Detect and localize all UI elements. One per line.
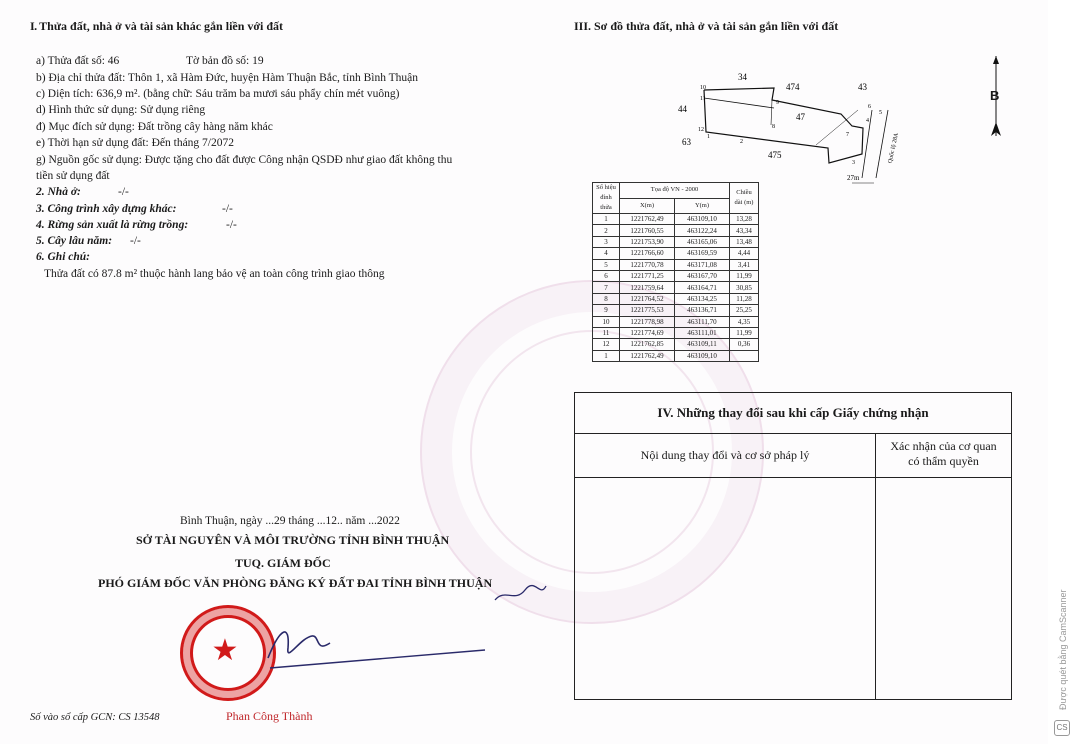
- col-header: Số hiệu đỉnh thửa: [593, 183, 620, 214]
- changes-col-authority: [876, 433, 1011, 478]
- length-cell: 25,25: [730, 305, 759, 316]
- perennial-label: 5. Cây lâu năm:: [36, 235, 113, 247]
- neighbor-label: 43: [858, 82, 867, 92]
- diagram-title: III. Sơ đồ thửa đất, nhà ở và tài sản gắn liền với đất: [574, 19, 839, 33]
- coord-row: [593, 259, 759, 270]
- point-label: 9: [776, 100, 779, 106]
- sign-date: Bình Thuận, ngày ...29 tháng ...12.. năm ...2022: [180, 515, 400, 527]
- x-cell: 1221762,49: [620, 214, 675, 225]
- point-label: 3: [852, 160, 855, 166]
- point-id-cell: 10: [593, 316, 620, 327]
- x-cell: 1221762,85: [620, 339, 675, 350]
- length-cell: [730, 350, 759, 361]
- point-id-cell: 8: [593, 293, 620, 304]
- coord-row: [593, 282, 759, 293]
- coord-row: [593, 327, 759, 338]
- point-label: 10: [700, 85, 706, 91]
- y-cell: 463169,59: [675, 248, 730, 259]
- point-id-cell: 11: [593, 327, 620, 338]
- sign-tuq: TUQ. GIÁM ĐỐC: [235, 556, 331, 570]
- col-header: Chiều dài (m): [730, 183, 759, 214]
- coord-row: [593, 293, 759, 304]
- x-cell: 1221766,60: [620, 248, 675, 259]
- signer-name: Phan Công Thành: [226, 709, 313, 723]
- column-divider: [875, 433, 876, 699]
- y-cell: 463111,70: [675, 316, 730, 327]
- x-cell: 1221753,90: [620, 236, 675, 247]
- point-id-cell: 4: [593, 248, 620, 259]
- other-works-value: -/-: [222, 203, 233, 215]
- road-label: Quốc lộ 28A: [887, 132, 900, 164]
- signature: [260, 618, 490, 678]
- registry-number: Số vào sổ cấp GCN: CS 13548: [30, 712, 160, 723]
- sign-role: PHÓ GIÁM ĐỐC VĂN PHÒNG ĐĂNG KÝ ĐẤT ĐAI TỈNH BÌNH THUẬN: [98, 576, 493, 590]
- neighbor-label: 474: [786, 82, 800, 92]
- changes-col-content: Nội dung thay đổi và cơ sở pháp lý: [575, 433, 875, 478]
- point-label: 12: [698, 127, 704, 133]
- point-id-cell: 12: [593, 339, 620, 350]
- neighbor-label: 475: [768, 150, 782, 160]
- point-id-cell: 3: [593, 236, 620, 247]
- coord-row: [593, 236, 759, 247]
- length-cell: 4,35: [730, 316, 759, 327]
- y-cell: 463109,10: [675, 214, 730, 225]
- width-label: 27m: [847, 174, 860, 182]
- usage-term: e) Thời hạn sử dụng đất: Đến tháng 7/2072: [36, 137, 234, 149]
- coord-row: [593, 214, 759, 225]
- y-cell: 463111,01: [675, 327, 730, 338]
- neighbor-label: 47: [796, 112, 805, 122]
- usage-form: d) Hình thức sử dụng: Sử dụng riêng: [36, 104, 206, 116]
- length-cell: 3,41: [730, 259, 759, 270]
- coord-row: [593, 248, 759, 259]
- forest-value: -/-: [226, 219, 237, 231]
- scanner-strip: [1048, 0, 1080, 744]
- initial-scribble: [490, 578, 550, 608]
- house-value: -/-: [118, 186, 129, 198]
- length-cell: 13,48: [730, 236, 759, 247]
- usage-origin: g) Nguồn gốc sử dụng: Được tặng cho đất được Công nhận QSDĐ như giao đất không thu: [36, 154, 453, 166]
- point-label: 6: [868, 104, 871, 110]
- other-works-label: 3. Công trình xây dựng khác:: [36, 203, 177, 215]
- perennial-value: -/-: [130, 235, 141, 247]
- col-header: X(m): [620, 198, 675, 214]
- y-cell: 463167,70: [675, 270, 730, 281]
- point-id-cell: 5: [593, 259, 620, 270]
- length-cell: 43,34: [730, 225, 759, 236]
- coord-row: [593, 270, 759, 281]
- point-id-cell: 9: [593, 305, 620, 316]
- scanner-watermark-text: Được quét bằng CamScanner: [1058, 589, 1068, 710]
- x-cell: 1221762,49: [620, 350, 675, 361]
- usage-purpose: đ) Mục đích sử dụng: Đất trồng cây hàng năm khác: [36, 121, 273, 133]
- neighbor-label: 63: [682, 137, 691, 147]
- house-label: 2. Nhà ở:: [36, 186, 81, 198]
- col-group-header: Tọa độ VN - 2000: [620, 183, 730, 199]
- y-cell: 463122,24: [675, 225, 730, 236]
- coord-row: [593, 316, 759, 327]
- changes-box: [574, 392, 1012, 700]
- x-cell: 1221760,55: [620, 225, 675, 236]
- neighbor-label: 34: [738, 72, 747, 82]
- changes-col-authority-line2: có thẩm quyền: [908, 454, 979, 468]
- seal-star-icon: ★: [211, 634, 239, 667]
- length-cell: 4,44: [730, 248, 759, 259]
- coord-row: [593, 350, 759, 361]
- x-cell: 1221764,52: [620, 293, 675, 304]
- note-text: Thửa đất có 87.8 m² thuộc hành lang bảo vệ an toàn công trình giao thông: [44, 268, 385, 280]
- point-id-cell: 2: [593, 225, 620, 236]
- changes-col-authority-line1: Xác nhận của cơ quan: [890, 439, 997, 453]
- x-cell: 1221759,64: [620, 282, 675, 293]
- parcel-area: c) Diện tích: 636,9 m². (bằng chữ: Sáu trăm ba mươi sáu phẩy chín mét vuông): [36, 88, 400, 100]
- section-header-prefix: I.: [30, 19, 40, 33]
- length-cell: 30,85: [730, 282, 759, 293]
- coord-row: [593, 339, 759, 350]
- coord-row: [593, 305, 759, 316]
- coord-row: [593, 225, 759, 236]
- length-cell: 11,28: [730, 293, 759, 304]
- sign-org: SỞ TÀI NGUYÊN VÀ MÔI TRƯỜNG TỈNH BÌNH THUẬN: [136, 533, 450, 547]
- point-label: 4: [866, 118, 869, 124]
- x-cell: 1221770,78: [620, 259, 675, 270]
- section-header-text: Thửa đất, nhà ở và tài sản khác gắn liền với đất: [39, 19, 284, 33]
- col-header: Y(m): [675, 198, 730, 214]
- north-letter: B: [990, 88, 1000, 103]
- changes-title: IV. Những thay đổi sau khi cấp Giấy chứng nhận: [575, 393, 1011, 434]
- length-cell: 13,28: [730, 214, 759, 225]
- y-cell: 463134,25: [675, 293, 730, 304]
- y-cell: 463109,10: [675, 350, 730, 361]
- map-sheet: Tờ bản đồ số: 19: [186, 55, 264, 67]
- point-id-cell: 1: [593, 350, 620, 361]
- x-cell: 1221771,25: [620, 270, 675, 281]
- y-cell: 463109,11: [675, 339, 730, 350]
- y-cell: 463171,08: [675, 259, 730, 270]
- point-id-cell: 6: [593, 270, 620, 281]
- y-cell: 463165,06: [675, 236, 730, 247]
- coordinates-table: [592, 182, 759, 362]
- x-cell: 1221774,69: [620, 327, 675, 338]
- neighbor-label: 44: [678, 104, 687, 114]
- parcel-address: b) Địa chỉ thửa đất: Thôn 1, xã Hàm Đức, huyện Hàm Thuận Bắc, tỉnh Bình Thuận: [36, 72, 418, 84]
- point-label: 8: [772, 124, 775, 130]
- y-cell: 463164,71: [675, 282, 730, 293]
- length-cell: 11,99: [730, 327, 759, 338]
- x-cell: 1221775,53: [620, 305, 675, 316]
- point-label: 11: [700, 96, 706, 102]
- x-cell: 1221778,98: [620, 316, 675, 327]
- parcel-diagram: [676, 50, 1016, 190]
- section-header: [30, 19, 283, 34]
- camscanner-icon: CS: [1054, 720, 1070, 736]
- point-id-cell: 1: [593, 214, 620, 225]
- note-label: 6. Ghi chú:: [36, 251, 90, 263]
- usage-origin-cont: tiền sử dụng đất: [36, 170, 110, 182]
- parcel-number: a) Thửa đất số: 46: [36, 55, 120, 67]
- point-label: 5: [879, 110, 882, 116]
- length-cell: 11,99: [730, 270, 759, 281]
- point-label: 1: [707, 134, 710, 140]
- point-id-cell: 7: [593, 282, 620, 293]
- point-label: 2: [740, 139, 743, 145]
- y-cell: 463136,71: [675, 305, 730, 316]
- forest-label: 4. Rừng sản xuất là rừng trồng:: [36, 219, 189, 231]
- length-cell: 0,36: [730, 339, 759, 350]
- point-label: 7: [846, 132, 849, 138]
